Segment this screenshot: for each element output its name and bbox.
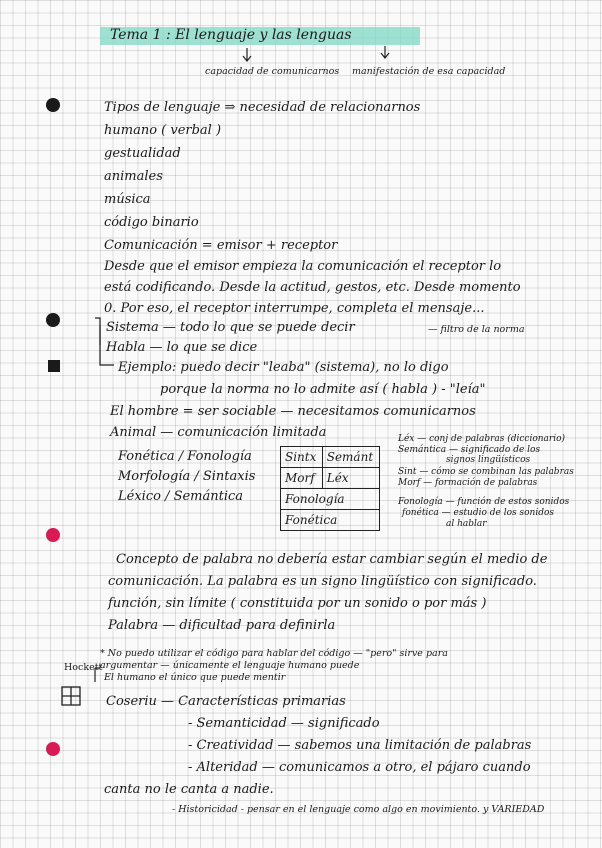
definition-line: Léx — conj de palabras (diccionario) [398,434,566,444]
concepto-line: Palabra — dificultad para definirla [108,618,336,633]
filtro-note: — filtro de la norma [428,324,525,335]
type-item: código binario [104,215,199,230]
coseriu-line: Coseriu — Características primarias [106,694,346,709]
bullet-dot-icon [46,98,60,112]
level-item: Morfología / Sintaxis [118,469,256,484]
type-item: gestualidad [104,146,181,161]
types-heading: Tipos de lenguaje ⇒ necesidad de relacionarnos [104,100,421,115]
grid-cell: Semánt [322,447,379,468]
hockett-line: * No puedo utilizar el código para hablar del código — "pero" sirve para [100,648,448,659]
arrow-down-icon [381,46,389,58]
hombre-line: El hombre = ser sociable — necesitamos comunicarnos [110,404,476,419]
bracket-line [95,318,100,345]
concepto-line: función, sin límite ( constituida por un sonido o por más ) [108,596,487,611]
hockett-line: argumentar — únicamente el lenguaje humano puede [100,660,360,671]
grid-cell: Morf [281,468,323,489]
page-title: Tema 1 : El lenguaje y las lenguas [110,27,352,43]
title-note-right: manifestación de esa capacidad [352,66,506,77]
grid-cell: Léx [322,468,379,489]
type-item: música [104,192,151,207]
definition-line: Sint — cómo se combinan las palabras [398,467,574,477]
desde-line: está codificando. Desde la actitud, gestos, etc. Desde momento [104,280,521,295]
habla-line: Habla — lo que se dice [106,340,258,355]
level-item: Léxico / Semántica [118,489,244,504]
definition-line: al hablar [446,519,487,529]
desde-line: Desde que el emisor empieza la comunicación el receptor lo [104,259,502,274]
arrow-down-icon [243,48,251,61]
desde-line: 0. Por eso, el receptor interrumpe, completa el mensaje... [104,301,485,316]
concepto-line: Concepto de palabra no debería estar cambiar según el medio de [116,552,548,567]
communication-line: Comunicación = emisor + receptor [104,238,338,253]
pink-dot-icon [46,528,60,542]
type-item: humano ( verbal ) [104,123,222,138]
grid-cell: Fonología [281,489,380,510]
concepto-line: comunicación. La palabra es un signo lingüístico con significado. [108,574,537,589]
animal-line: Animal — comunicación limitada [110,425,327,440]
levels-grid [280,446,380,531]
bullet-dot-icon [46,313,60,327]
type-item: animales [104,169,163,184]
grid-cell: Sintx [281,447,323,468]
level-item: Fonética / Fonología [118,449,252,464]
title-note-left: capacidad de comunicarnos [205,66,340,77]
pink-dot-icon [46,742,60,756]
ejemplo-line: Ejemplo: puedo decir "leaba" (sistema), no lo digo [118,360,449,375]
grid-symbol-icon [61,686,81,706]
characteristic-item: - Semanticidad — significado [188,716,380,731]
definition-line: Morf — formación de palabras [398,478,538,488]
definition-line: Semántica — significado de los [398,445,541,455]
characteristic-item: - Alteridad — comunicamos a otro, el pájaro cuando [188,760,531,775]
sistema-line: Sistema — todo lo que se puede decir [106,320,355,335]
hockett-label: Hockett [64,662,103,673]
definition-line: Fonología — función de estos sonidos [398,497,570,507]
characteristic-item: - Historicidad - pensar en el lenguaje como algo en movimiento. y VARIEDAD [172,804,545,815]
characteristic-item: canta no le canta a nadie. [104,782,274,797]
hockett-line: El humano el único que puede mentir [104,672,286,683]
bullet-square-icon [48,360,60,372]
grid-cell: Fonética [281,510,380,531]
definition-line: signos lingüísticos [446,455,531,465]
characteristic-item: - Creatividad — sabemos una limitación de palabras [188,738,532,753]
definition-line: fonética — estudio de los sonidos [402,508,555,518]
ejemplo-line: porque la norma no lo admite así ( habla ) - "leía" [160,382,486,397]
